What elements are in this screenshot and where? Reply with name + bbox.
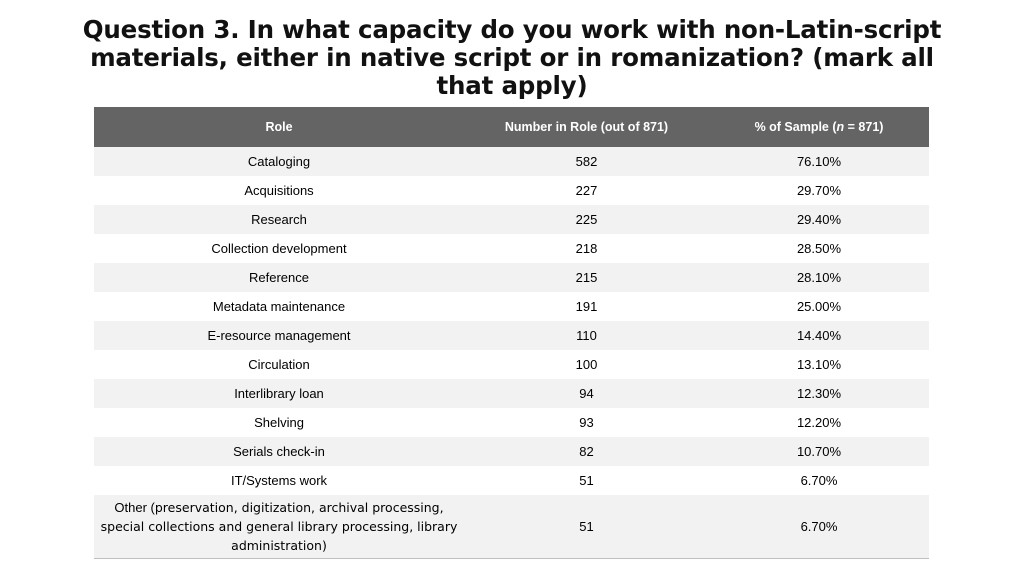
header-role: Role	[94, 107, 464, 147]
cell-role: Research	[94, 205, 464, 234]
table-row	[94, 350, 929, 379]
table-row	[94, 205, 929, 234]
cell-role: Interlibrary loan	[94, 379, 464, 408]
cell-role: IT/Systems work	[94, 466, 464, 495]
header-number: Number in Role (out of 871)	[464, 107, 709, 147]
cell-role: Reference	[94, 263, 464, 292]
cell-percent: 13.10%	[709, 350, 929, 379]
roles-table	[94, 107, 929, 559]
cell-percent: 29.40%	[709, 205, 929, 234]
cell-number: 191	[464, 292, 709, 321]
cell-number: 82	[464, 437, 709, 466]
cell-number: 93	[464, 408, 709, 437]
cell-number: 100	[464, 350, 709, 379]
page-title: Question 3. In what capacity do you work with non-Latin-script materials, either in native script or in romanization? (mark all that apply)	[82, 15, 942, 100]
table-row	[94, 437, 929, 466]
cell-role: Serials check-in	[94, 437, 464, 466]
cell-number: 227	[464, 176, 709, 205]
cell-percent: 28.10%	[709, 263, 929, 292]
cell-percent: 29.70%	[709, 176, 929, 205]
header-percent-prefix: % of Sample (	[754, 120, 837, 134]
cell-percent: 25.00%	[709, 292, 929, 321]
table-header-row	[94, 107, 929, 147]
cell-number-other: 51	[464, 495, 709, 559]
cell-number: 225	[464, 205, 709, 234]
header-percent-n: n	[836, 120, 845, 134]
cell-number: 218	[464, 234, 709, 263]
cell-percent: 28.50%	[709, 234, 929, 263]
cell-percent: 6.70%	[709, 466, 929, 495]
cell-number: 94	[464, 379, 709, 408]
table-row	[94, 176, 929, 205]
other-detail: preservation, digitization, archival processing, special collections and general library processing, library administration)	[100, 500, 458, 553]
cell-number: 110	[464, 321, 709, 350]
table-row	[94, 321, 929, 350]
cell-percent: 14.40%	[709, 321, 929, 350]
cell-role-other	[94, 495, 464, 559]
header-percent-suffix: = 871)	[844, 120, 884, 134]
table-row-other	[94, 495, 929, 559]
cell-percent: 12.30%	[709, 379, 929, 408]
cell-percent: 76.10%	[709, 147, 929, 176]
table-row	[94, 379, 929, 408]
cell-role: Circulation	[94, 350, 464, 379]
cell-role: Cataloging	[94, 147, 464, 176]
cell-number: 51	[464, 466, 709, 495]
other-prefix: Other (	[114, 500, 155, 515]
table-row	[94, 263, 929, 292]
table-row	[94, 234, 929, 263]
cell-percent-other: 6.70%	[709, 495, 929, 559]
cell-percent: 10.70%	[709, 437, 929, 466]
cell-role: Collection development	[94, 234, 464, 263]
cell-role: Shelving	[94, 408, 464, 437]
table-row	[94, 466, 929, 495]
cell-number: 582	[464, 147, 709, 176]
header-percent	[709, 107, 929, 147]
table-row	[94, 292, 929, 321]
cell-role: Metadata maintenance	[94, 292, 464, 321]
cell-role: E-resource management	[94, 321, 464, 350]
table-row	[94, 147, 929, 176]
cell-role: Acquisitions	[94, 176, 464, 205]
cell-number: 215	[464, 263, 709, 292]
cell-percent: 12.20%	[709, 408, 929, 437]
table-row	[94, 408, 929, 437]
